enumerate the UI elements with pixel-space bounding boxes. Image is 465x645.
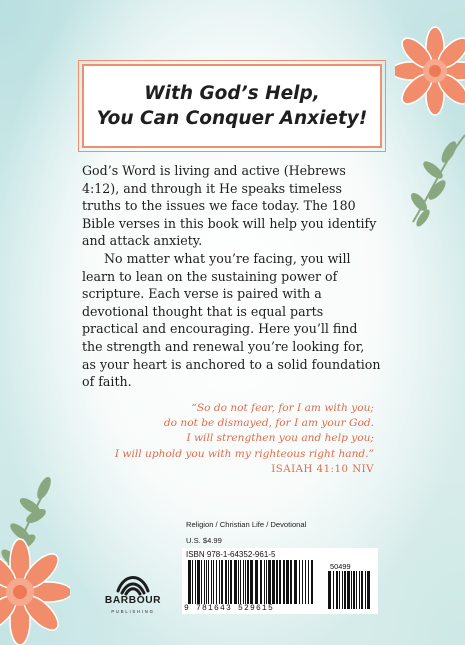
barcode-bar (208, 560, 209, 604)
barcode-bar (305, 560, 306, 604)
title-line-2: You Can Conquer Anxiety! (96, 108, 368, 129)
barcode-panel (182, 548, 378, 614)
quote-line-1: “So do not fear, for I am with you; (191, 402, 374, 414)
barcode-bar (201, 560, 202, 604)
barcode-addon-bars (328, 571, 370, 609)
barcode-bar (197, 560, 200, 604)
publisher-name: BARBOUR (104, 595, 162, 606)
barcode-bar (225, 560, 227, 604)
barcode-bar (211, 560, 212, 604)
quote-line-2: do not be dismayed, for I am your God. (163, 417, 374, 430)
barcode-bar (268, 560, 271, 604)
barcode-bar (243, 560, 244, 604)
flower-top-right-icon (395, 25, 465, 135)
barcode-bar (228, 560, 229, 604)
barcode-bar (195, 560, 196, 604)
barcode-bars (188, 560, 316, 604)
barcode-bar (283, 560, 285, 604)
barcode-bar (264, 560, 265, 604)
price-label: U.S. $4.99 (186, 536, 222, 545)
quote-reference: ISAIAH 41:10 NIV (271, 463, 374, 475)
barcode-bar (216, 560, 217, 604)
barcode-bar (234, 560, 237, 604)
description-paragraph-2: No matter what you’re facing, you will learn to lean on the sustaining power of scripture. Each verse is paired with a devotional thought that is equal parts practical and encouraging. Here you’ll find the strength and renewal you’re looking for, as your heart is anchored to a solid foundation of faith. (82, 250, 381, 390)
barcode-bar (328, 571, 331, 609)
title-banner (82, 64, 382, 148)
barcode-bar (367, 571, 370, 609)
barcode-bar (286, 560, 289, 604)
ean-addon-label: 50499 (330, 562, 351, 571)
barcode-bar (213, 560, 214, 604)
barcode-bar (219, 560, 220, 604)
barcode-bar (221, 560, 223, 604)
barcode-bar (339, 571, 340, 609)
barcode-bar (356, 571, 357, 609)
barcode-bar (206, 560, 207, 604)
barcode-bar (276, 560, 278, 604)
barcode-bar (247, 560, 249, 604)
barcode-digits: 9 781643 529615 (184, 604, 275, 613)
barcode-bar (238, 560, 239, 604)
barcode-bar (230, 560, 232, 604)
quote-line-3: I will strengthen you and help you; (186, 432, 374, 445)
leaf-branch-right-icon (405, 130, 465, 230)
barcode-bar (192, 560, 193, 604)
quote-line-4: I will uphold you with my righteous right hand.” (114, 447, 374, 460)
barcode-bar (272, 560, 275, 604)
barcode-bar (266, 560, 267, 604)
barcode-bar (344, 571, 346, 609)
barcode-bar (359, 571, 360, 609)
barcode-bar (308, 560, 309, 604)
description (82, 162, 382, 391)
category-label: Religion / Christian Life / Devotional (186, 520, 307, 529)
barcode-bar (250, 560, 253, 604)
scripture-quote (82, 401, 374, 477)
barcode-bar (347, 571, 350, 609)
publisher-tagline: PUBLISHING (111, 609, 155, 614)
barcode-bar (353, 571, 355, 609)
barcode-bar (365, 571, 366, 609)
barcode-bar (240, 560, 241, 604)
barcode-bar (260, 560, 262, 604)
barcode-bar (255, 560, 258, 604)
barcode-bar (188, 560, 191, 604)
barcode-bar (342, 571, 343, 609)
barcode-bar (279, 560, 281, 604)
barcode-bar (294, 560, 297, 604)
flower-bottom-left-icon (0, 535, 70, 645)
barcode-bar (351, 571, 352, 609)
barcode-bar (302, 560, 303, 604)
barcode-bar (336, 571, 338, 609)
barcode-bar (361, 571, 363, 609)
isbn-label: ISBN 978-1-64352-961-5 (186, 550, 276, 559)
barcode-bar (299, 560, 300, 604)
title-line-1: With God’s Help, (144, 83, 320, 104)
barcode-bar (290, 560, 292, 604)
barcode-bar (311, 560, 313, 604)
barcode-bar (204, 560, 205, 604)
description-paragraph-1: God’s Word is living and active (Hebrews 4:12), and through it He speaks timeless truths to the issues we face today. The 180 Bible verses in this book will help you identify and attack anxiety. (82, 163, 377, 249)
barcode-bar (333, 571, 334, 609)
barcode-bar (245, 560, 246, 604)
